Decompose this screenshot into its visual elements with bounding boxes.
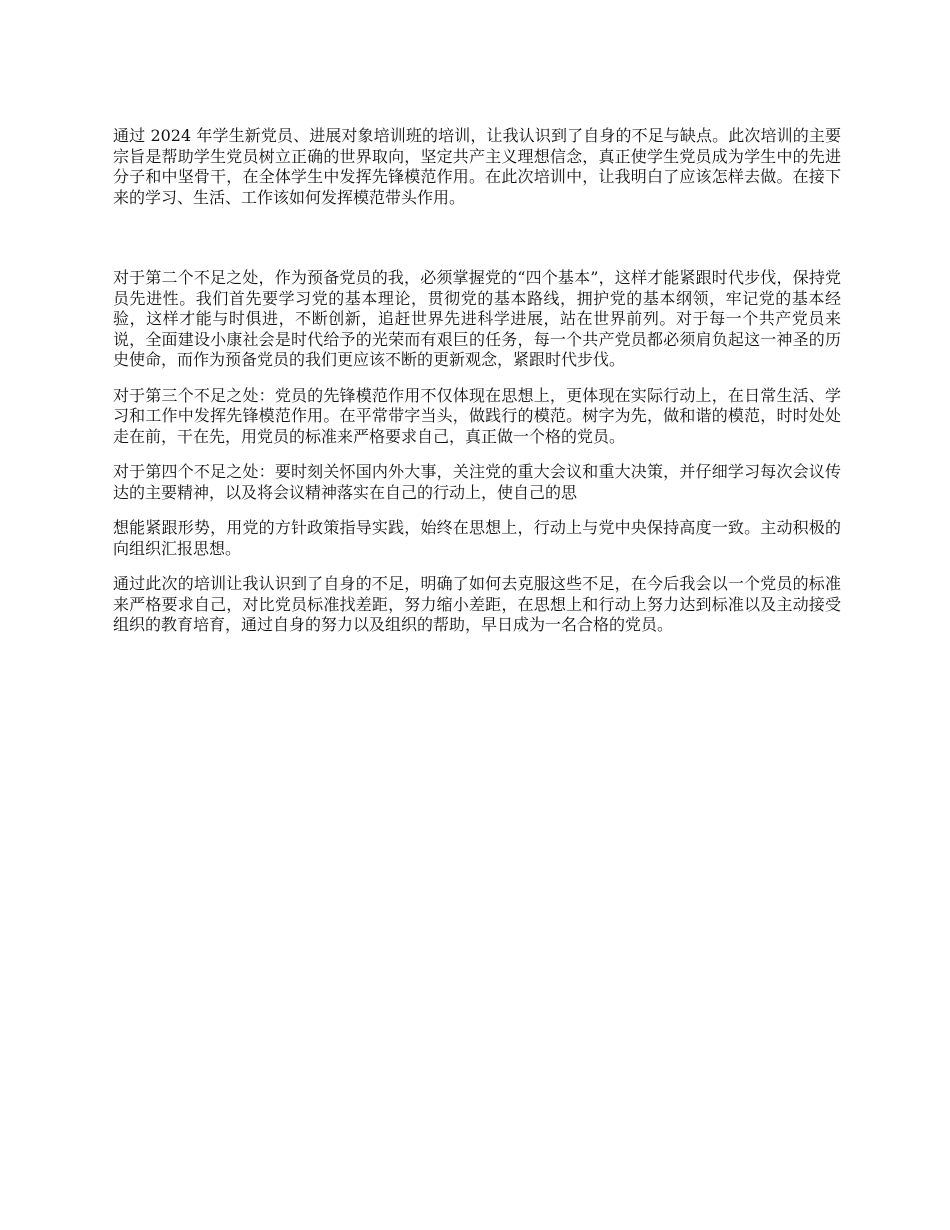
paragraph-conclusion: 通过此次的培训让我认识到了自身的不足，明确了如何去克服这些不足，在今后我会以一个党员的标准来严格要求自己，对比党员标准找差距，努力缩小差距，在思想上和行动上努力达到标准以及主动接受组织的教育培育，通过自身的努力以及组织的帮助，早日成为一名合格的党员。 <box>113 574 841 634</box>
paragraph-intro: 通过 2024 年学生新党员、进展对象培训班的培训，让我认识到了自身的不足与缺点。此次培训的主要宗旨是帮助学生党员树立正确的世界取向，坚定共产主义理想信念，真正使学生党员成为学生中的先进分子和中坚骨干，在全体学生中发挥先锋模范作用。在此次培训中，让我明白了应该怎样去做。在接下来的学习、生活、工作该如何发挥模范带头作用。 <box>113 126 841 207</box>
document-body <box>113 126 841 651</box>
paragraph-fourth-shortcoming: 对于第四个不足之处：要时刻关怀国内外大事，关注党的重大会议和重大决策，并仔细学习每次会议传达的主要精神，以及将会议精神落实在自己的行动上，使自己的思 <box>113 462 841 502</box>
paragraph-fourth-continued: 想能紧跟形势，用党的方针政策指导实践，始终在思想上，行动上与党中央保持高度一致。主动积极的向组织汇报思想。 <box>113 518 841 558</box>
paragraph-third-shortcoming: 对于第三个不足之处：党员的先锋模范作用不仅体现在思想上，更体现在实际行动上，在日常生活、学习和工作中发挥先锋模范作用。在平常带字当头，做践行的模范。树字为先，做和谐的模范，时时处处走在前，干在先，用党员的标准来严格要求自己，真正做一个格的党员。 <box>113 385 841 446</box>
paragraph-second-shortcoming: 对于第二个不足之处，作为预备党员的我，必须掌握党的“四个基本”，这样才能紧跟时代步伐，保持党员先进性。我们首先要学习党的基本理论，贯彻党的基本路线，拥护党的基本纲领，牢记党的基本经验，这样才能与时俱进，不断创新，追赶世界先进科学进展，站在世界前列。对于每一个共产党员来说，全面建设小康社会是时代给予的光荣而有艰巨的任务，每一个共产党员都必须肩负起这一神圣的历史使命，而作为预备党员的我们更应该不断的更新观念，紧跟时代步伐。 <box>113 268 841 369</box>
